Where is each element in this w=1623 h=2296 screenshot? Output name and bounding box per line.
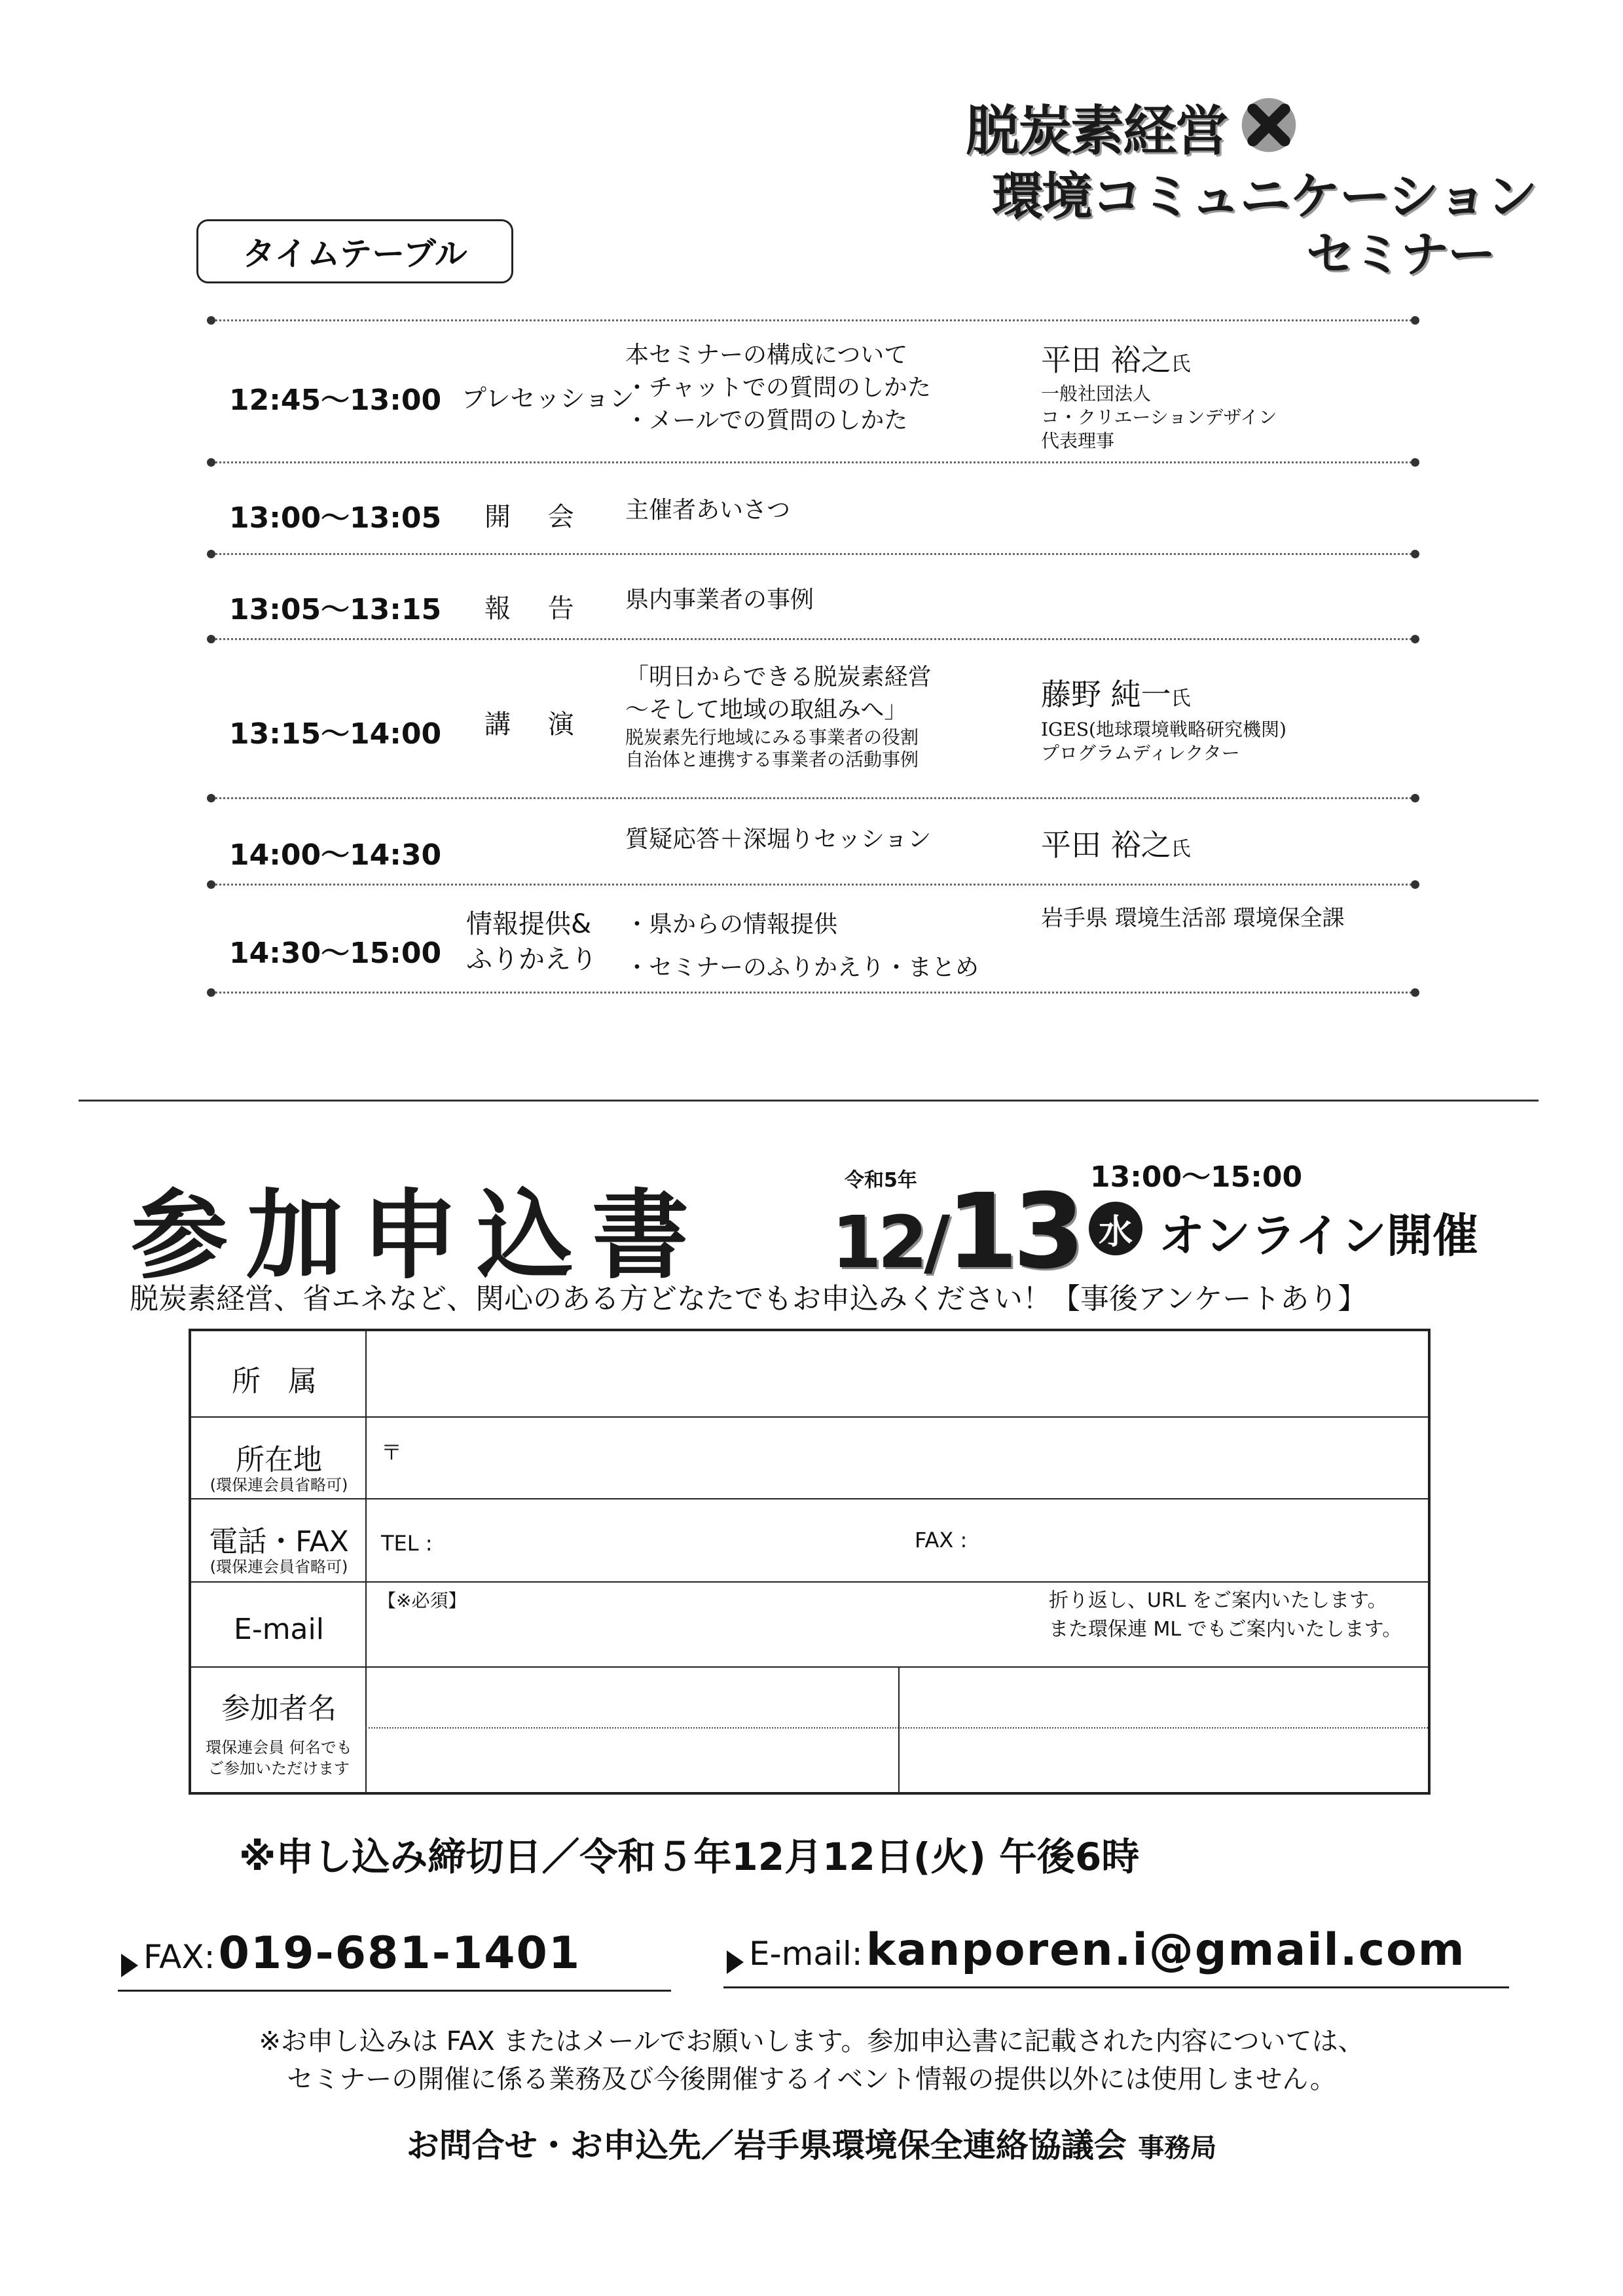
fax-contact (121, 1928, 581, 1979)
address-note: (環保連会員省略可) (210, 1476, 348, 1494)
affiliation-field[interactable] (367, 1331, 1428, 1416)
fax-underline (118, 1990, 671, 1992)
email-underline (723, 1986, 1509, 1988)
row-description (625, 903, 979, 990)
speaker-org: 代表理事 (1041, 430, 1115, 452)
event-day: 13 (946, 1172, 1080, 1292)
event-hours: 13:00〜15:00 (1090, 1160, 1303, 1194)
speaker-org: コ・クリエーションデザイン (1041, 406, 1277, 428)
email-note (1049, 1587, 1402, 1644)
row-category: 報 告 (484, 594, 589, 624)
row-description (625, 339, 931, 437)
phone-note: (環保連会員省略可) (210, 1558, 348, 1576)
application-form (189, 1329, 1431, 1795)
participant-field-2[interactable] (901, 1668, 1428, 1727)
email-address[interactable]: kanporen.i@gmail.com (866, 1924, 1466, 1976)
row-time: 14:00〜14:30 (229, 838, 442, 872)
row-time: 12:45〜13:00 (229, 384, 442, 417)
desc-line: 「明日からできる脱炭素経営 (625, 664, 932, 691)
speaker-org: プログラムディレクター (1041, 742, 1240, 764)
desc-line: 〜そして地域の取組みへ」 (625, 696, 908, 723)
speaker-name: 平田 裕之 (1041, 342, 1171, 378)
email-note-line: また環保連 ML でもご案内いたします。 (1049, 1618, 1402, 1641)
era-label: 令和5年 (845, 1169, 917, 1192)
timetable-divider (211, 992, 1415, 994)
participants-label: 参加者名 (221, 1692, 337, 1725)
speaker-org: 一般社団法人 (1041, 383, 1152, 404)
fax-contact-label: FAX: (143, 1938, 215, 1976)
form-divider (898, 1666, 900, 1792)
speaker-name: 平田 裕之 (1041, 827, 1171, 863)
speaker-honorific: 氏 (1171, 353, 1191, 376)
row-time: 13:05〜13:15 (229, 593, 442, 626)
row-speaker (1041, 900, 1345, 932)
row-time: 14:30〜15:00 (229, 937, 442, 970)
fax-number: 019-681-1401 (218, 1928, 581, 1979)
tel-field[interactable] (367, 1499, 903, 1581)
event-month: 12/ (831, 1200, 947, 1284)
speaker-org: IGES(地球環境戦略研究機関) (1041, 719, 1286, 740)
header-title-line2: 環境コミュニケーション (992, 168, 1537, 226)
triangle-bullet-icon (121, 1954, 138, 1977)
participants-note (191, 1737, 367, 1779)
email-contact (727, 1924, 1466, 1976)
email-note-line: 折り返し、URL をご案内いたします。 (1049, 1589, 1387, 1612)
participant-field-1[interactable] (367, 1668, 897, 1727)
desc-line: 質疑応答＋深堀りセッション (625, 826, 932, 853)
participant-field-4[interactable] (901, 1729, 1428, 1792)
row-description (625, 661, 932, 771)
row-category: 開 会 (484, 502, 589, 532)
weekday-badge: 水 (1089, 1202, 1142, 1255)
row-description (625, 584, 814, 617)
row-category: 講 演 (484, 709, 589, 740)
inquiry-main: お問合せ・お申込先／岩手県環境保全連絡協議会 (406, 2126, 1127, 2164)
desc-line: ・メールでの質問のしかた (625, 407, 908, 434)
row-speaker (1041, 821, 1191, 865)
privacy-note-line: ※お申し込みは FAX またはメールでお願いします。参加申込書に記載された内容については、 (259, 2026, 1364, 2056)
postal-mark: 〒 (381, 1440, 403, 1465)
privacy-note (0, 2022, 1623, 2098)
email-label: E-mail (234, 1613, 324, 1646)
fax-field[interactable] (905, 1499, 1428, 1581)
category-line: 情報提供& (466, 909, 592, 939)
privacy-note-line: セミナーの開催に係る業務及び今後開催するイベント情報の提供以外には使用しません。 (287, 2064, 1336, 2094)
speaker-honorific: 氏 (1171, 687, 1191, 710)
online-label: オンライン開催 (1159, 1209, 1478, 1263)
header-title-line1: 脱炭素経営 (966, 100, 1228, 162)
desc-line: 本セミナーの構成について (625, 342, 908, 368)
section-separator (79, 1100, 1539, 1102)
desc-subline: 脱炭素先行地域にみる事業者の役割 (625, 726, 919, 748)
row-category (466, 906, 597, 977)
speaker-honorific: 氏 (1171, 838, 1191, 861)
invitation-text: 脱炭素経営、省エネなど、関心のある方どなたでもお申込みください！【事後アンケートあり】 (130, 1282, 1367, 1316)
header-title-line3: セミナー (1306, 226, 1495, 283)
tel-label: TEL : (381, 1531, 433, 1556)
participants-note-line: 環保連会員 何名でも (206, 1738, 352, 1757)
inquiry-contact (0, 2119, 1623, 2166)
email-contact-label: E-mail: (749, 1935, 863, 1973)
speaker-org: 岩手県 環境生活部 環境保全課 (1041, 905, 1345, 931)
desc-line: ・セミナーのふりかえり・まとめ (625, 954, 979, 981)
form-divider (191, 1581, 1428, 1583)
row-time: 13:15〜14:00 (229, 717, 442, 751)
address-field[interactable] (367, 1418, 1428, 1498)
timetable-divider (211, 884, 1415, 886)
inquiry-suffix: 事務局 (1138, 2133, 1217, 2163)
timetable-divider (211, 638, 1415, 640)
category-line: ふりかえり (466, 944, 597, 975)
participants-note-line: ご参加いただけます (208, 1759, 350, 1778)
affiliation-label: 所 属 (232, 1365, 326, 1398)
desc-line: ・県からの情報提供 (625, 911, 838, 938)
row-time: 13:00〜13:05 (229, 501, 442, 535)
desc-line: 県内事業者の事例 (625, 586, 814, 613)
desc-line: 主催者あいさつ (625, 497, 791, 524)
timetable-badge: タイムテーブル (196, 219, 513, 283)
timetable-divider (211, 797, 1415, 799)
row-category: プレセッション (462, 384, 634, 413)
phone-label: 電話・FAX (209, 1525, 349, 1558)
fax-label: FAX : (915, 1528, 968, 1552)
speaker-name: 藤野 純一 (1041, 677, 1171, 712)
application-title: 参加申込書 (131, 1179, 707, 1292)
desc-line: ・チャットでの質問のしかた (625, 374, 931, 401)
event-date (831, 1172, 1080, 1292)
row-speaker (1041, 336, 1277, 453)
x-mark-icon (1241, 97, 1297, 153)
deadline-text: ※申し込み締切日／令和５年12月12日(火) 午後6時 (239, 1835, 1140, 1879)
desc-subline: 自治体と連携する事業者の活動事例 (625, 749, 919, 770)
participant-field-3[interactable] (367, 1729, 897, 1792)
email-field[interactable] (367, 1613, 1034, 1665)
triangle-bullet-icon (727, 1950, 744, 1974)
row-speaker (1041, 671, 1286, 765)
address-label: 所在地 (236, 1443, 322, 1477)
timetable-divider (211, 461, 1415, 463)
timetable-divider (211, 319, 1415, 321)
row-description (625, 494, 790, 527)
required-mark: 【※必須】 (378, 1590, 467, 1611)
timetable-divider (211, 553, 1415, 555)
row-description (625, 823, 931, 856)
